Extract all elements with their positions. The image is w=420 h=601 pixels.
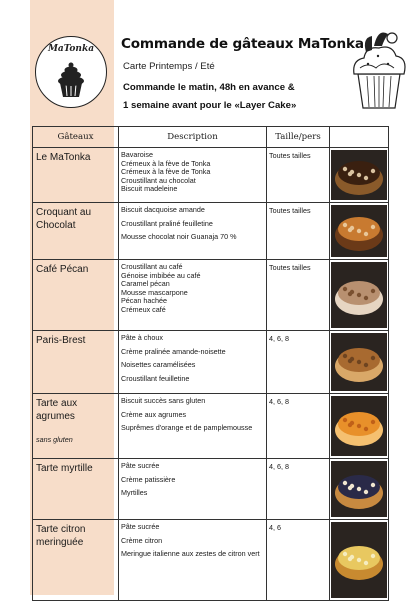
description-cell xyxy=(119,520,267,601)
column-header-photo xyxy=(330,127,389,148)
description-line: Suprêmes d'orange et de pamplemousse xyxy=(121,423,253,433)
description-line: Crème patissière xyxy=(121,474,176,484)
size-cell: Toutes tailles xyxy=(267,148,330,203)
cake-photo-cell xyxy=(330,394,389,459)
size-cell: 4, 6, 8 xyxy=(267,459,330,520)
page-title: Commande de gâteaux MaTonka xyxy=(121,36,364,52)
description-line: Crème aux agrumes xyxy=(121,409,187,419)
cake-photo-cell xyxy=(330,203,389,260)
decorated-cupcake-icon xyxy=(348,24,410,112)
description-line: Mousse mascarpone xyxy=(121,287,188,297)
cake-photo xyxy=(331,333,387,391)
description-line: Croustillant praliné feuilletine xyxy=(121,218,213,228)
cake-name: Tarte citron meringuée xyxy=(36,524,86,548)
column-header-description: Description xyxy=(119,127,267,148)
cake-name-cell xyxy=(33,260,119,331)
description-line: Mousse chocolat noir Guanaja 70 % xyxy=(121,232,237,242)
table-row xyxy=(33,148,389,203)
cake-photo xyxy=(331,522,387,598)
cake-table xyxy=(32,126,389,601)
description-line: Croustillant au café xyxy=(121,262,183,271)
description-line: Crémeux à la fève de Tonka xyxy=(121,167,211,177)
cake-name: Croquant au Chocolat xyxy=(36,207,92,231)
description-line: Crémeux à la fève de Tonka xyxy=(121,158,211,168)
logo-text: MaTonka xyxy=(47,44,95,54)
cake-name-cell xyxy=(33,331,119,394)
cake-name-cell xyxy=(33,520,119,601)
cake-photo-cell xyxy=(330,459,389,520)
table-header-row xyxy=(33,127,389,148)
description-line: Biscuit succès sans gluten xyxy=(121,396,206,405)
cake-name-cell xyxy=(33,394,119,459)
size-cell: Toutes tailles xyxy=(267,260,330,331)
cake-photo xyxy=(331,150,387,200)
cake-name-cell xyxy=(33,148,119,203)
cake-photo xyxy=(331,461,387,517)
order-note-line2: 1 semaine avant pour le «Layer Cake» xyxy=(123,100,297,111)
logo xyxy=(35,36,107,108)
description-line: Myrtilles xyxy=(121,488,148,498)
table-row xyxy=(33,203,389,260)
description-line: Crémeux café xyxy=(121,304,166,314)
cake-name: Le MaTonka xyxy=(36,152,91,163)
size-cell: Toutes tailles xyxy=(267,203,330,260)
table-row xyxy=(33,459,389,520)
column-header-cakes: Gâteaux xyxy=(33,127,119,148)
description-cell xyxy=(119,148,267,203)
cake-photo xyxy=(331,262,387,328)
cake-photo-cell xyxy=(330,331,389,394)
cake-photo-cell xyxy=(330,148,389,203)
table-row xyxy=(33,520,389,601)
description-cell xyxy=(119,203,267,260)
size-cell: 4, 6, 8 xyxy=(267,394,330,459)
cake-name-note: sans gluten xyxy=(36,435,73,444)
description-line: Meringue italienne aux zestes de citron vert xyxy=(121,549,260,559)
description-line: Croustillant feuilletine xyxy=(121,373,190,383)
cake-photo xyxy=(331,205,387,257)
page-subtitle: Carte Printemps / Eté xyxy=(123,61,215,72)
cake-photo xyxy=(331,396,387,456)
description-line: Biscuit madeleine xyxy=(121,184,178,194)
description-line: Croustillant au chocolat xyxy=(121,175,196,185)
description-line: Génoise imbibée au café xyxy=(121,270,201,280)
description-cell xyxy=(119,331,267,394)
description-line: Crème citron xyxy=(121,535,163,545)
cake-name: Café Pécan xyxy=(36,264,89,275)
description-line: Biscuit dacquoise amande xyxy=(121,205,205,214)
description-line: Bavaroise xyxy=(121,150,153,159)
table-row xyxy=(33,260,389,331)
table-row xyxy=(33,394,389,459)
cake-name: Paris-Brest xyxy=(36,335,86,346)
size-cell: 4, 6, 8 xyxy=(267,331,330,394)
description-cell xyxy=(119,260,267,331)
table-row xyxy=(33,331,389,394)
order-note xyxy=(123,79,343,115)
cake-photo-cell xyxy=(330,260,389,331)
cake-name-cell xyxy=(33,203,119,260)
cake-photo-cell xyxy=(330,520,389,601)
cake-name: Tarte myrtille xyxy=(36,463,93,474)
description-line: Crème pralinée amande-noisette xyxy=(121,346,226,356)
cake-name-cell xyxy=(33,459,119,520)
description-cell xyxy=(119,459,267,520)
column-header-size: Taille/pers xyxy=(267,127,330,148)
order-note-line1: Commande le matin, 48h en avance & xyxy=(123,82,295,93)
description-line: Pécan hachée xyxy=(121,296,167,306)
description-line: Caramel pécan xyxy=(121,279,170,289)
size-cell: 4, 6 xyxy=(267,520,330,601)
description-line: Noisettes caramélisées xyxy=(121,360,196,370)
description-line: Pâte sucrée xyxy=(121,522,160,531)
description-line: Pâte sucrée xyxy=(121,461,160,470)
cake-name: Tarte aux agrumes xyxy=(36,398,78,422)
description-line: Pâte à choux xyxy=(121,333,163,342)
description-cell xyxy=(119,394,267,459)
